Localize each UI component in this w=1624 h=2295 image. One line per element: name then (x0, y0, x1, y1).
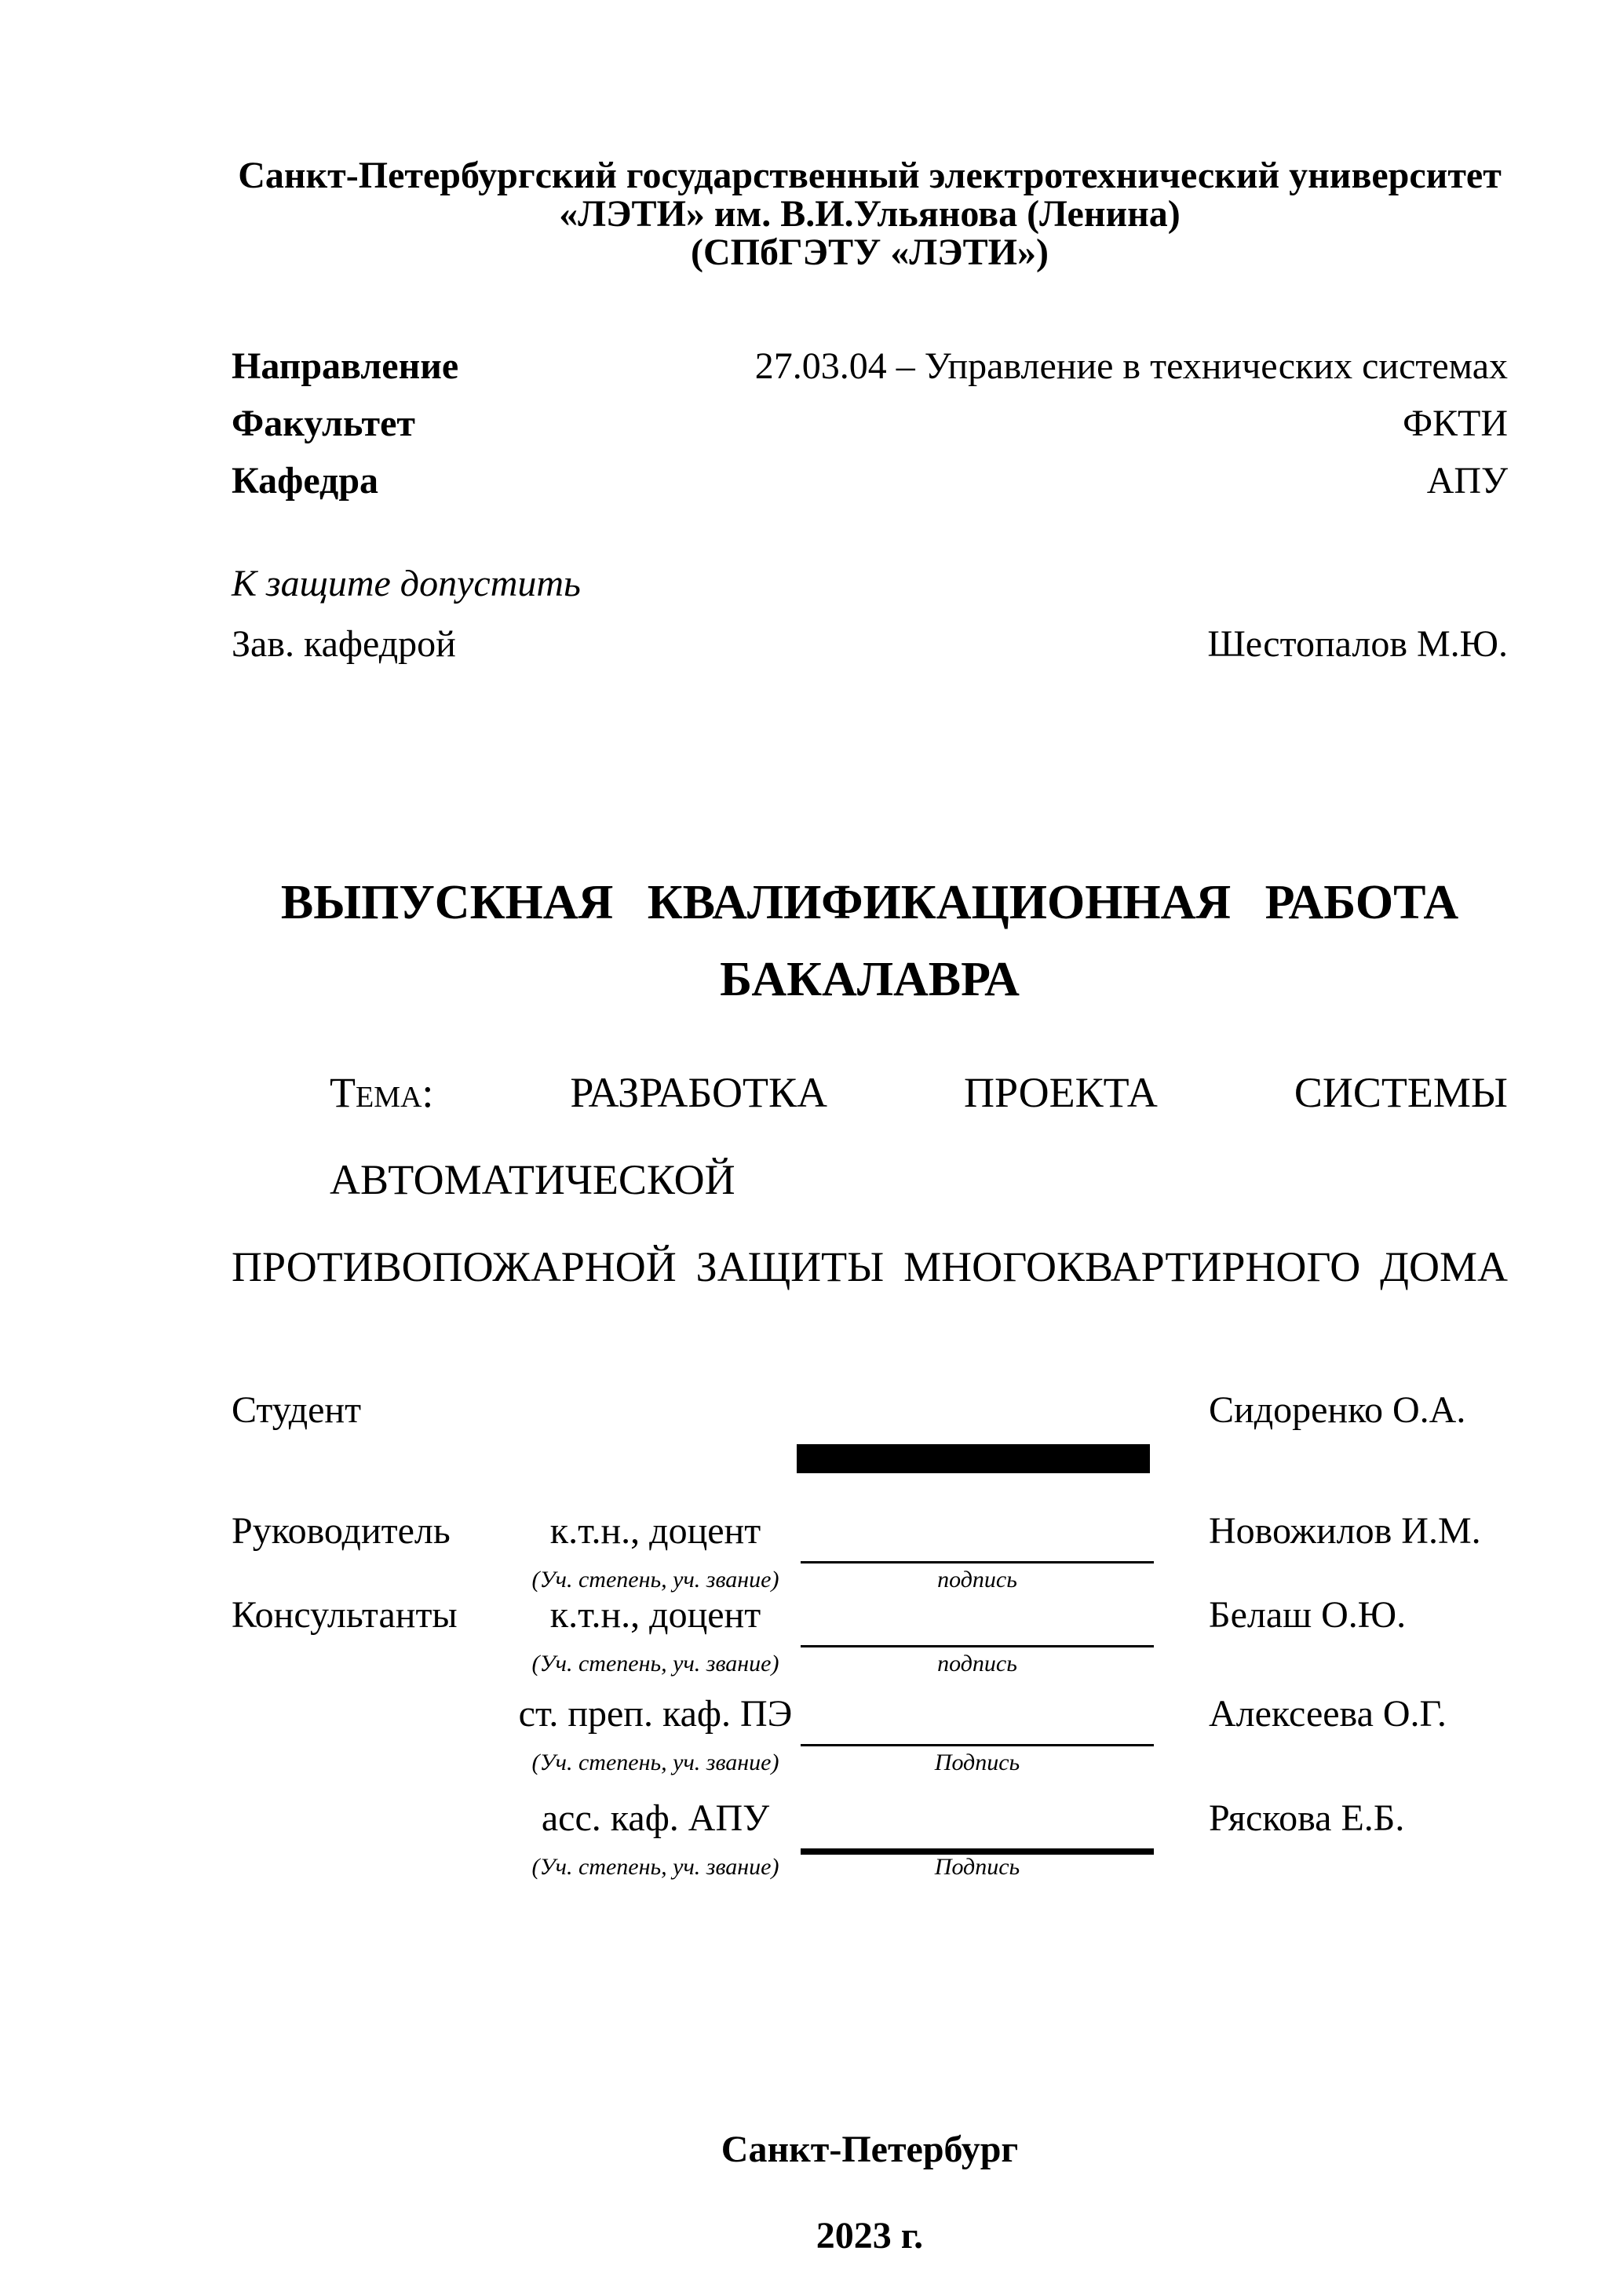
supervisor-name: Новожилов И.М. (1209, 1510, 1481, 1552)
degree-caption: (Уч. степень, уч. звание) (531, 1651, 779, 1677)
thesis-title-line-2: БАКАЛАВРА (720, 953, 1020, 1006)
signature-row-consultant-3 (232, 1790, 1508, 1892)
faculty-value: ФКТИ (1403, 403, 1508, 444)
footer-city: Санкт-Петербург (721, 2129, 1019, 2170)
degree-caption: (Уч. степень, уч. звание) (531, 1750, 779, 1775)
department-value: АПУ (1426, 460, 1508, 502)
department-head-name: Шестопалов М.Ю. (1207, 623, 1508, 665)
redaction-box (797, 1444, 1150, 1473)
info-row-department (232, 452, 1508, 509)
info-row-faculty (232, 395, 1508, 452)
university-header (232, 156, 1508, 272)
supervisor-label: Руководитель (232, 1510, 451, 1552)
direction-label: Направление (232, 345, 459, 387)
signature-row-student (232, 1381, 1508, 1483)
department-head-label: Зав. кафедрой (232, 623, 456, 665)
theme-line-2: ПРОТИВОПОЖАРНОЙ ЗАЩИТЫ МНОГОКВАРТИРНОГО ДОМА (232, 1243, 1508, 1290)
signatures-block (232, 1381, 1508, 1931)
consultant-1-degree: к.т.н., доцент (549, 1594, 761, 1636)
consultant-2-degree: ст. преп. каф. ПЭ (518, 1693, 793, 1735)
thesis-title-line-1: ВЫПУСКНАЯ КВАЛИФИКАЦИОННАЯ РАБОТА (280, 876, 1459, 929)
signature-caption: подпись (937, 1651, 1017, 1677)
consultant-1-name: Белаш О.Ю. (1209, 1594, 1407, 1636)
theme-line-1-text: РАЗРАБОТКА ПРОЕКТА СИСТЕМЫ АВТОМАТИЧЕСКОЙ (330, 1069, 1508, 1203)
signature-caption: Подпись (934, 1854, 1020, 1880)
signature-caption: подпись (937, 1567, 1017, 1593)
signature-row-consultant-1 (232, 1586, 1508, 1688)
consultant-2-name: Алексеева О.Г. (1209, 1693, 1447, 1735)
footer-year: 2023 г. (816, 2215, 924, 2257)
footer (232, 2107, 1508, 2279)
department-label: Кафедра (232, 460, 379, 502)
theme-label: Тема: (330, 1069, 434, 1116)
signature-line (801, 1685, 1154, 1746)
consultants-label: Консультанты (232, 1594, 458, 1636)
consultant-3-name: Ряскова Е.Б. (1209, 1797, 1405, 1839)
admission-permit-line: К защите допустить (232, 563, 581, 604)
signature-line (801, 1502, 1154, 1563)
theme-line-1 (232, 1049, 1508, 1224)
university-leti-line: «ЛЭТИ» им. В.И.Ульянова (Ленина) (559, 193, 1181, 235)
university-abbr-line: (СПбГЭТУ «ЛЭТИ») (691, 232, 1049, 273)
thesis-theme (232, 1049, 1508, 1311)
signature-line (801, 1586, 1154, 1647)
department-head-row (232, 615, 1508, 673)
signature-row-consultant-2 (232, 1685, 1508, 1787)
degree-caption: (Уч. степень, уч. звание) (531, 1567, 779, 1593)
signature-line (801, 1790, 1154, 1855)
info-row-direction (232, 338, 1508, 395)
degree-caption: (Уч. степень, уч. звание) (531, 1854, 779, 1880)
university-name-line: Санкт-Петербургский государственный электротехнический университет (238, 155, 1502, 196)
student-name: Сидоренко О.А. (1209, 1389, 1466, 1431)
consultant-3-degree: асс. каф. АПУ (541, 1797, 770, 1839)
direction-value: 27.03.04 – Управление в технических системах (754, 345, 1508, 387)
signature-caption: Подпись (934, 1750, 1020, 1775)
faculty-label: Факультет (232, 403, 415, 444)
supervisor-degree: к.т.н., доцент (549, 1510, 761, 1552)
thesis-main-title (232, 864, 1508, 1018)
student-label: Студент (232, 1389, 362, 1431)
